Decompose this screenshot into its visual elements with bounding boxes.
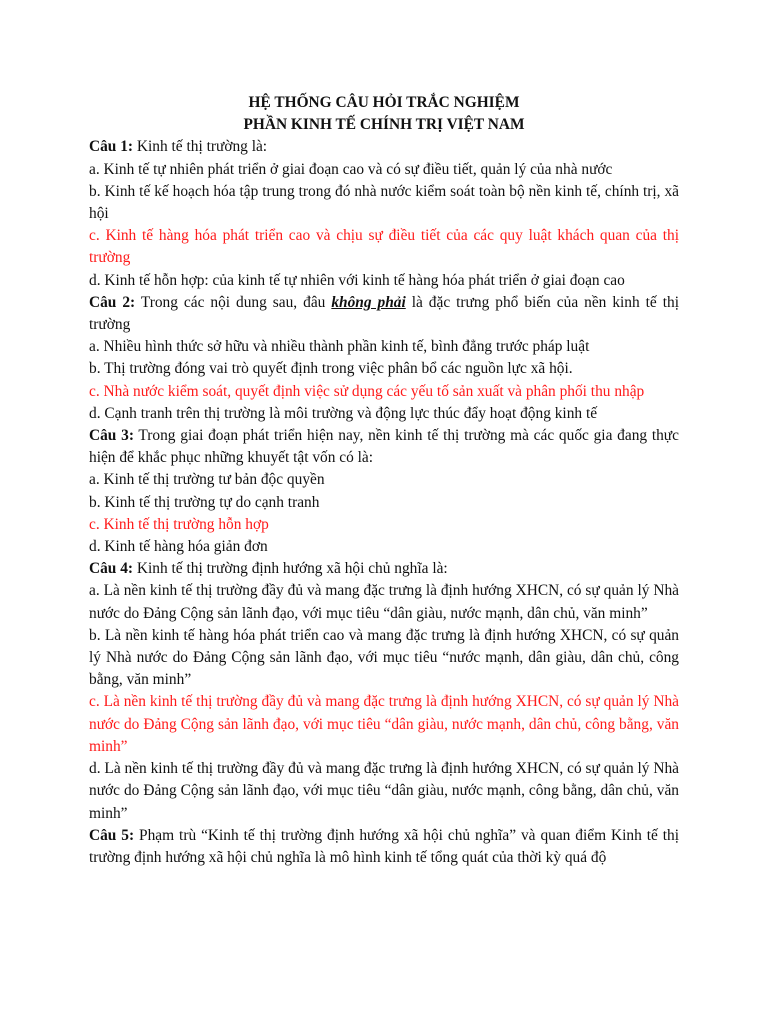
question-3-number: Câu 3: bbox=[89, 427, 134, 445]
question-2-text-before: Trong các nội dung sau, đâu bbox=[135, 293, 332, 311]
question-2-text-after: là đặc trưng phổ biến của nền kinh tế thị trường bbox=[89, 293, 679, 334]
question-1-option-b: b. Kinh tế kế hoạch hóa tập trung trong đó nhà nước kiểm soát toàn bộ nền kinh tế, chính trị, xã hội bbox=[89, 182, 679, 223]
question-2-number: Câu 2: bbox=[89, 293, 136, 311]
question-4 bbox=[89, 558, 679, 580]
question-3-option-c-correct: c. Kinh tế thị trường hỗn hợp bbox=[89, 515, 269, 533]
question-4-option-d: d. Là nền kinh tế thị trường đầy đủ và mang đặc trưng là định hướng XHCN, có sự quản lý Nhà nước do Đảng Cộng sản lãnh đạo, với mục tiêu “dân giàu, nước mạnh, công bằng, dân chủ, văn minh” bbox=[89, 760, 679, 822]
question-2-option-d: d. Cạnh tranh trên thị trường là môi trường và động lực thúc đẩy hoạt động kinh tế bbox=[89, 404, 598, 422]
question-2-emphasis: không phải bbox=[331, 293, 406, 311]
document-page bbox=[89, 92, 679, 869]
question-1 bbox=[89, 136, 679, 158]
question-4-option-a: a. Là nền kinh tế thị trường đầy đủ và mang đặc trưng là định hướng XHCN, có sự quản lý Nhà nước do Đảng Cộng sản lãnh đạo, với mục tiêu “dân giàu, nước mạnh, dân chủ, văn minh” bbox=[89, 582, 679, 622]
question-3 bbox=[89, 425, 679, 469]
question-1-option-a: a. Kinh tế tự nhiên phát triển ở giai đoạn cao và có sự điều tiết, quản lý của nhà nước bbox=[89, 160, 613, 178]
question-3-option-a: a. Kinh tế thị trường tư bản độc quyền bbox=[89, 471, 325, 489]
question-5-text: Phạm trù “Kinh tế thị trường định hướng xã hội chủ nghĩa” và quan điểm Kinh tế thị trường định hướng xã hội chủ nghĩa là mô hình kinh tế tổng quát của thời kỳ quá độ bbox=[89, 826, 679, 866]
question-2-option-c-correct: c. Nhà nước kiểm soát, quyết định việc sử dụng các yếu tố sản xuất và phân phối thu nhập bbox=[89, 382, 645, 400]
question-3-option-b: b. Kinh tế thị trường tự do cạnh tranh bbox=[89, 493, 320, 511]
document-title-line-1: HỆ THỐNG CÂU HỎI TRẮC NGHIỆM bbox=[248, 94, 520, 111]
question-5-number: Câu 5: bbox=[89, 826, 135, 844]
question-2 bbox=[89, 292, 679, 336]
question-2-option-b: b. Thị trường đóng vai trò quyết định trong việc phân bổ các nguồn lực xã hội. bbox=[89, 360, 573, 378]
question-5 bbox=[89, 825, 679, 869]
question-4-number: Câu 4: bbox=[89, 560, 134, 578]
question-1-text: Kinh tế thị trường là: bbox=[133, 138, 268, 156]
question-4-option-b: b. Là nền kinh tế hàng hóa phát triển cao và mang đặc trưng là định hướng XHCN, có sự quản lý Nhà nước do Đảng Cộng sản lãnh đạo, với mục tiêu “nước mạnh, dân giàu, dân chủ, công bằng, văn minh” bbox=[89, 626, 679, 689]
question-4-option-c-correct: c. Là nền kinh tế thị trường đầy đủ và mang đặc trưng là định hướng XHCN, có sự quản lý Nhà nước do Đảng Cộng sản lãnh đạo, với mục tiêu “dân giàu, nước mạnh, dân chủ, công bằng, văn minh” bbox=[89, 693, 679, 755]
question-1-number: Câu 1: bbox=[89, 138, 134, 156]
question-3-option-d: d. Kinh tế hàng hóa giản đơn bbox=[89, 538, 268, 556]
question-1-option-d: d. Kinh tế hỗn hợp: của kinh tế tự nhiên với kinh tế hàng hóa phát triển ở giai đoạn cao bbox=[89, 271, 625, 289]
document-title-line-2: PHẦN KINH TẾ CHÍNH TRỊ VIỆT NAM bbox=[243, 116, 525, 134]
question-4-text: Kinh tế thị trường định hướng xã hội chủ nghĩa là: bbox=[133, 560, 448, 578]
question-3-text: Trong giai đoạn phát triển hiện nay, nền kinh tế thị trường mà các quốc gia đang thực hiện để khắc phục những khuyết tật vốn có là: bbox=[89, 427, 679, 467]
question-2-option-a: a. Nhiều hình thức sở hữu và nhiều thành phần kinh tế, bình đẳng trước pháp luật bbox=[89, 338, 590, 356]
question-1-option-c-correct: c. Kinh tế hàng hóa phát triển cao và chịu sự điều tiết của các quy luật khách quan của thị trường bbox=[89, 227, 679, 267]
